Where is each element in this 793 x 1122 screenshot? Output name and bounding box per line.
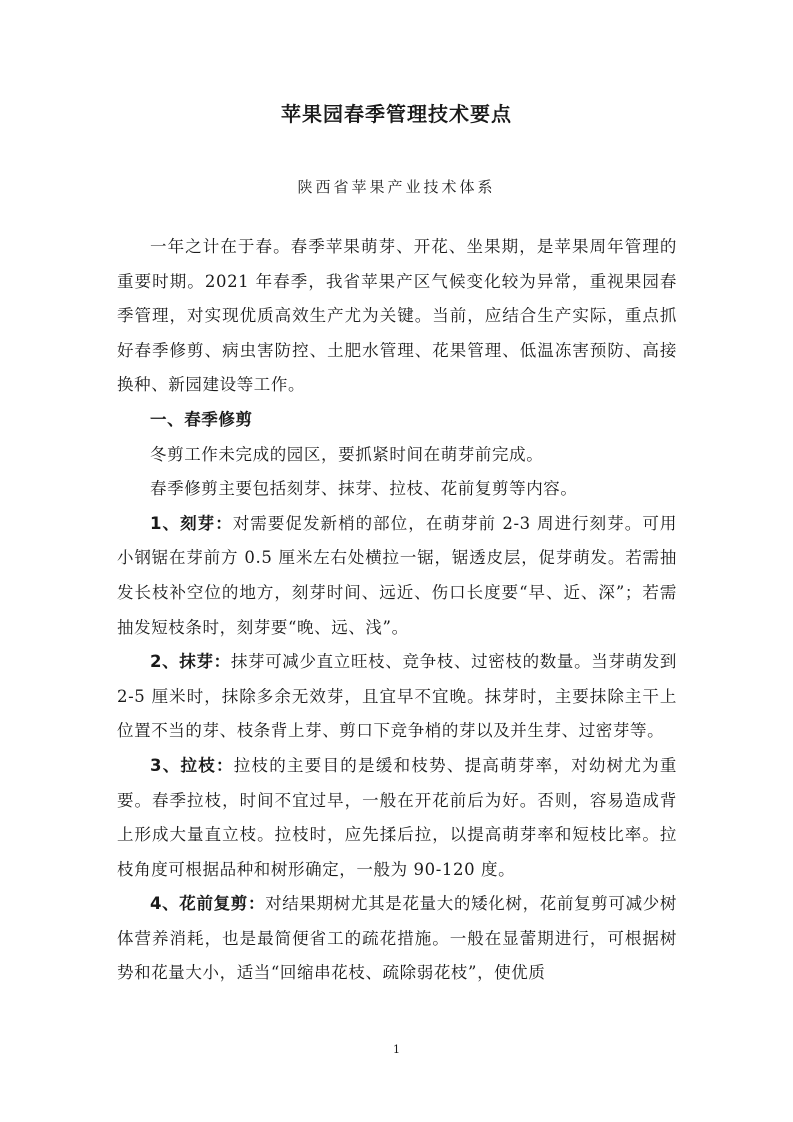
section-heading: 一、春季修剪 xyxy=(150,409,253,429)
page-number: 1 xyxy=(393,1043,400,1056)
item-paragraph-moya xyxy=(117,645,677,749)
item-text: 对需要促发新梢的部位，在萌芽前 2-3 周进行刻芽。可用小钢锯在芽前方 0.5 厘米左右处横拉一锯，锯透皮层，促芽萌发。若需抽发长枝补空位的地方，刻芽时间、远近、伤口长度要“早、近、深”；若需抽发短枝条时，刻芽要“晚、远、浅”。 xyxy=(117,513,677,637)
paragraph: 春季修剪主要包括刻芽、抹芽、拉枝、花前复剪等内容。 xyxy=(150,479,578,499)
item-paragraph-kebud xyxy=(117,507,677,645)
item-lead: 2、抹芽： xyxy=(150,652,231,672)
item-lead: 4、花前复剪： xyxy=(150,894,266,914)
item-lead: 1、刻芽： xyxy=(150,513,233,533)
document-body xyxy=(117,230,677,991)
item-text: 对结果期树尤其是花量大的矮化树，花前复剪可减少树体营养消耗，也是最简便省工的疏花措施。一般在显蕾期进行，可根据树势和花量大小，适当“回缩串花枝、疏除弱花枝”，使优质 xyxy=(117,894,678,983)
item-paragraph-fujian xyxy=(117,887,677,991)
document-author: 陕西省苹果产业技术体系 xyxy=(297,178,496,196)
document-title: 苹果园春季管理技术要点 xyxy=(281,102,512,126)
item-paragraph-lazhi xyxy=(117,749,677,887)
paragraph: 冬剪工作未完成的园区，要抓紧时间在萌芽前完成。 xyxy=(150,444,544,464)
item-text: 拉枝的主要目的是缓和枝势、提高萌芽率，对幼树尤为重要。春季拉枝，时间不宜过早，一般在开花前后为好。否则，容易造成背上形成大量直立枝。拉枝时，应先揉后拉，以提高萌芽率和短枝比率。拉枝角度可根据品种和树形确定，一般为 90-120 度。 xyxy=(117,755,678,879)
item-lead: 3、拉枝： xyxy=(150,755,234,775)
item-text: 抹芽可减少直立旺枝、竞争枝、过密枝的数量。当芽萌发到 2-5 厘米时，抹除多余无效芽，且宜早不宜晚。抹芽时，主要抹除主干上位置不当的芽、枝条背上芽、剪口下竞争梢的芽以及并生芽、过密芽等。 xyxy=(117,652,678,741)
intro-paragraph: 一年之计在于春。春季苹果萌芽、开花、坐果期，是苹果周年管理的重要时期。2021 年春季，我省苹果产区气候变化较为异常，重视果园春季管理，对实现优质高效生产尤为关键。当前，应结合生产实际，重点抓好春季修剪、病虫害防控、土肥水管理、花果管理、低温冻害预防、高接换种、新园建设等工作。 xyxy=(117,237,677,395)
